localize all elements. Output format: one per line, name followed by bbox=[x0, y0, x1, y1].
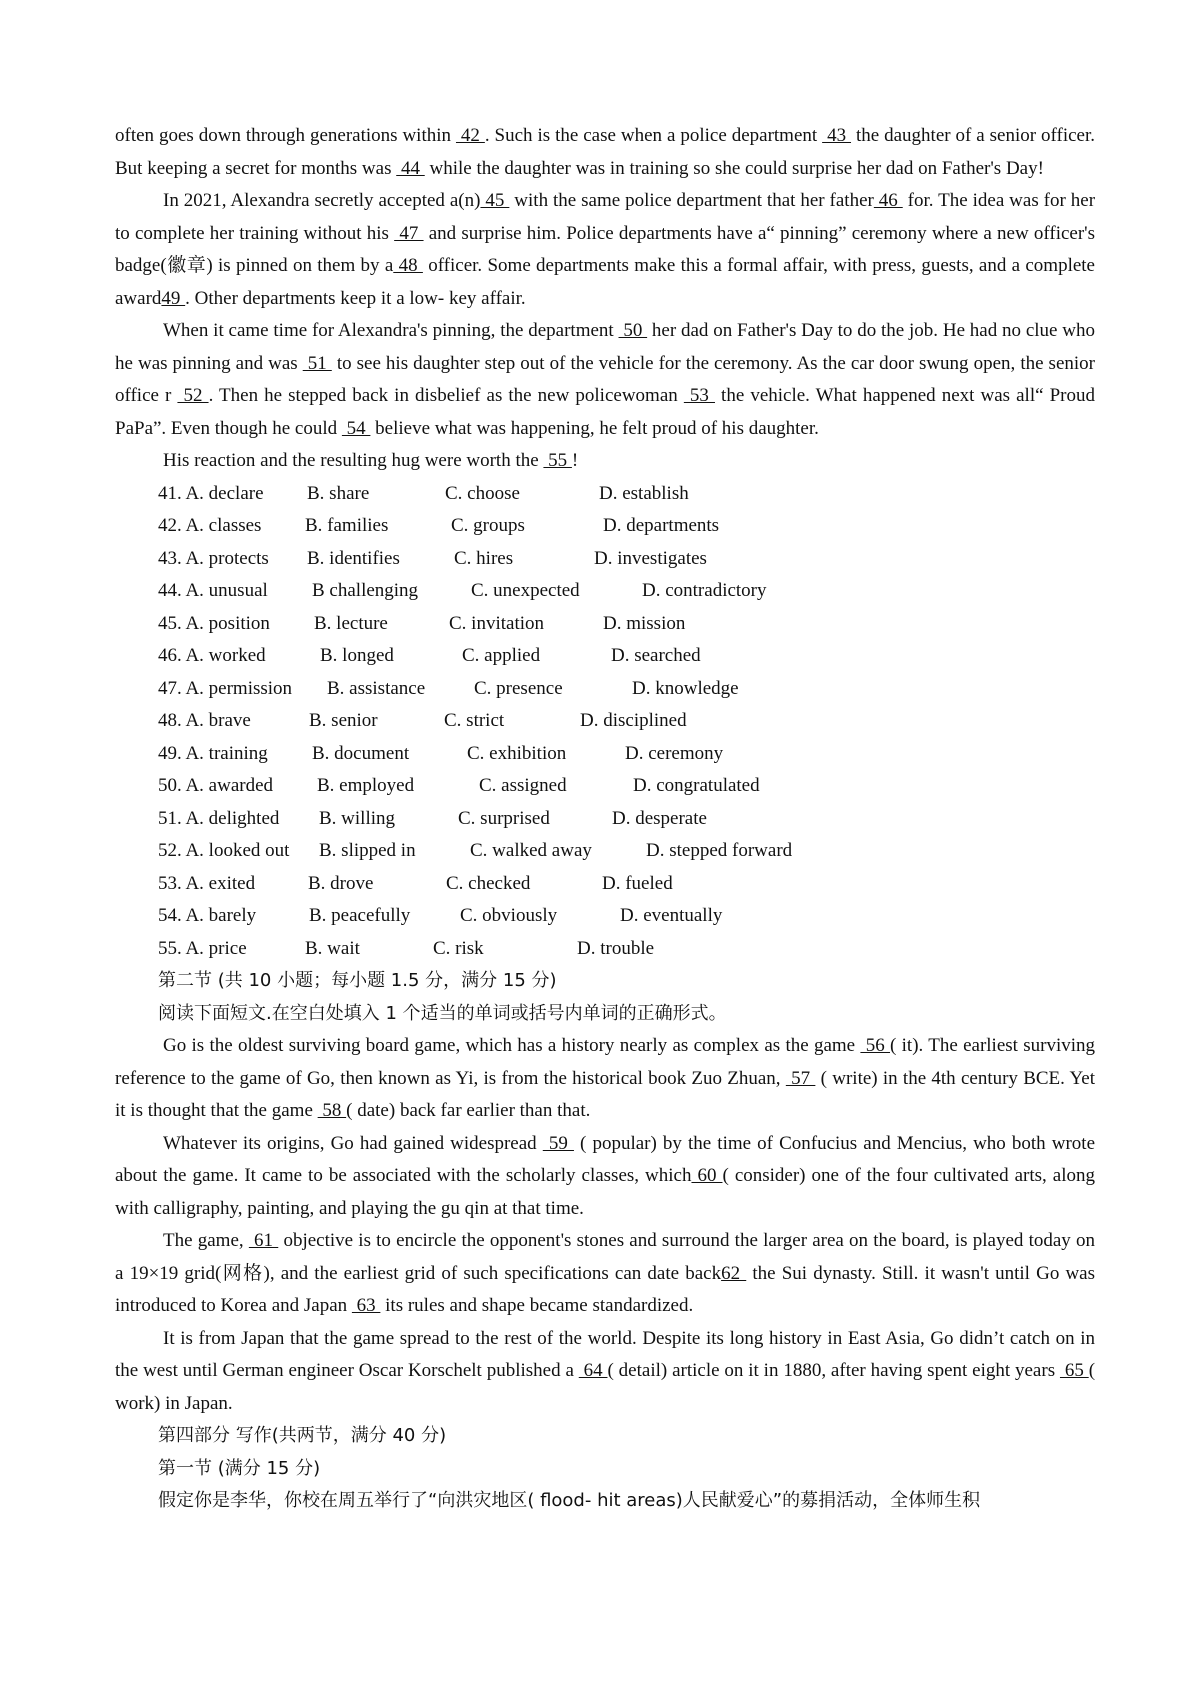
option-a: 44. A. unusual bbox=[158, 580, 268, 601]
passage2-paragraph-3 bbox=[115, 1225, 1095, 1323]
option-c: C. presence bbox=[474, 677, 563, 699]
option-b: B. wait bbox=[305, 937, 360, 959]
option-d: D. fueled bbox=[602, 872, 673, 894]
text: When it came time for Alexandra's pinning, the department bbox=[163, 320, 619, 341]
blank-65: 65 bbox=[1059, 1360, 1089, 1381]
passage1-paragraph-4 bbox=[115, 445, 1095, 478]
option-c: C. choose bbox=[445, 482, 520, 504]
passage2-paragraph-2 bbox=[115, 1128, 1095, 1226]
option-a: 48. A. brave bbox=[158, 710, 251, 731]
blank-59: 59 bbox=[542, 1132, 574, 1154]
option-c: C. invitation bbox=[449, 612, 544, 634]
blank-60: 60 bbox=[691, 1165, 723, 1186]
text: her dad on Father's Day to do the job. He had no clue who he was pinning and was bbox=[115, 320, 1096, 374]
blank-61: 61 bbox=[248, 1230, 279, 1251]
blank-52: 52 bbox=[177, 385, 209, 406]
blank-53: 53 bbox=[683, 385, 715, 406]
option-a: 47. A. permission bbox=[158, 677, 293, 699]
blank-47: 47 bbox=[394, 222, 424, 244]
option-d: D. ceremony bbox=[625, 742, 724, 764]
option-b: B. longed bbox=[320, 645, 394, 666]
option-c: C. hires bbox=[454, 547, 514, 569]
option-c: C. unexpected bbox=[471, 580, 580, 601]
writing-prompt: 假定你是李华，你校在周五举行了“向洪灾地区( flood- hit areas)人民献爱心”的募捐活动，全体师生积 bbox=[158, 1490, 981, 1511]
section2-heading: 第二节 (共 10 小题；每小题 1.5 分，满分 15 分) bbox=[158, 970, 557, 991]
blank-55: 55 bbox=[543, 450, 572, 471]
exam-page bbox=[115, 120, 1095, 1518]
passage1-paragraph-3 bbox=[115, 315, 1095, 445]
text: for. The idea was for her to complete her training without his bbox=[115, 190, 1096, 244]
text: ( date) back far earlier than that. bbox=[346, 1100, 591, 1121]
option-d: D. disciplined bbox=[580, 710, 687, 731]
text: ( consider) one of the four cultivated arts, along with calligraphy, painting, and playing the gu qin at that time. bbox=[115, 1165, 1095, 1219]
blank-57: 57 bbox=[785, 1067, 816, 1089]
option-b: B. assistance bbox=[327, 677, 426, 699]
option-d: D. knowledge bbox=[632, 677, 739, 699]
option-a: 42. A. classes bbox=[158, 515, 262, 536]
option-row bbox=[115, 510, 1095, 543]
option-row bbox=[115, 575, 1095, 608]
passage1-paragraph-1 bbox=[115, 120, 1095, 185]
option-d: D. stepped forward bbox=[646, 840, 793, 861]
text: with the same police department that her father bbox=[509, 190, 874, 211]
option-d: D. investigates bbox=[594, 547, 707, 569]
text: Whatever its origins, Go had gained widespread bbox=[163, 1132, 543, 1154]
text: In 2021, Alexandra secretly accepted a(n) bbox=[163, 190, 481, 211]
option-a: 55. A. price bbox=[158, 937, 247, 959]
text: believe what was happening, he felt proud of his daughter. bbox=[370, 417, 819, 439]
part4-heading: 第四部分 写作(共两节，满分 40 分) bbox=[158, 1425, 447, 1446]
option-d: D. eventually bbox=[620, 905, 723, 926]
text: The game, bbox=[163, 1230, 249, 1251]
option-c: C. checked bbox=[446, 872, 531, 894]
option-a: 49. A. training bbox=[158, 742, 268, 764]
option-d: D. mission bbox=[603, 612, 686, 634]
option-row bbox=[115, 803, 1095, 836]
text: its rules and shape became standardized. bbox=[380, 1295, 694, 1316]
blank-48: 48 bbox=[393, 255, 423, 276]
option-b: B. identifies bbox=[307, 547, 400, 569]
text: and surprise him. Police departments have a“ pinning” ceremony where a new officer's badge(徽章) is pinned on them by a bbox=[115, 222, 1095, 276]
text: the vehicle. What happened next was all“ Proud PaPa”. Even though he could bbox=[115, 385, 1096, 439]
option-d: D. desperate bbox=[612, 807, 707, 829]
option-c: C. assigned bbox=[479, 775, 567, 796]
text: Go is the oldest surviving board game, which has a history nearly as complex as the game bbox=[163, 1035, 861, 1056]
blank-63: 63 bbox=[351, 1295, 381, 1316]
option-b: B challenging bbox=[312, 580, 419, 601]
option-b: B. families bbox=[305, 515, 389, 536]
passage1-paragraph-2 bbox=[115, 185, 1095, 315]
option-c: C. surprised bbox=[458, 807, 550, 829]
blank-62: 62 bbox=[721, 1262, 747, 1284]
option-a: 52. A. looked out bbox=[158, 840, 290, 861]
option-row bbox=[115, 770, 1095, 803]
option-row bbox=[115, 900, 1095, 933]
blank-64: 64 bbox=[578, 1360, 608, 1381]
text: objective is to encircle the opponent's stones and surround the larger area on the board, is played today on a 19×19 grid(网格), and the earliest grid of such specifications can date back bbox=[115, 1230, 1096, 1284]
option-row bbox=[115, 933, 1095, 966]
option-row bbox=[115, 543, 1095, 576]
text: . Then he stepped back in disbelief as the new policewoman bbox=[208, 385, 684, 406]
option-a: 41. A. declare bbox=[158, 482, 264, 504]
option-c: C. walked away bbox=[470, 840, 592, 861]
option-b: B. willing bbox=[319, 807, 396, 829]
option-row bbox=[115, 608, 1095, 641]
option-a: 46. A. worked bbox=[158, 645, 266, 666]
option-d: D. contradictory bbox=[642, 580, 767, 601]
option-row bbox=[115, 868, 1095, 901]
text: the daughter of a senior officer. But keeping a secret for months was bbox=[115, 125, 1096, 179]
option-c: C. exhibition bbox=[467, 742, 567, 764]
option-a: 53. A. exited bbox=[158, 872, 256, 894]
blank-46: 46 bbox=[873, 190, 903, 211]
option-b: B. employed bbox=[317, 775, 415, 796]
text: ( popular) by the time of Confucius and Mencius, who both wrote about the game. It came to be associated with the scholarly classes, which bbox=[115, 1132, 1096, 1186]
option-a: 51. A. delighted bbox=[158, 807, 280, 829]
blank-54: 54 bbox=[341, 417, 371, 439]
option-row bbox=[115, 640, 1095, 673]
option-row bbox=[115, 673, 1095, 706]
text: ( write) in the 4th century BCE. Yet it is thought that the game bbox=[115, 1067, 1095, 1121]
text: officer. Some departments make this a formal affair, with press, guests, and a complete award bbox=[115, 255, 1095, 309]
option-b: B. senior bbox=[309, 710, 378, 731]
option-row bbox=[115, 705, 1095, 738]
option-row bbox=[115, 478, 1095, 511]
option-b: B. share bbox=[307, 482, 370, 504]
option-c: C. risk bbox=[433, 937, 484, 959]
option-b: B. drove bbox=[308, 872, 374, 894]
option-b: B. slipped in bbox=[319, 840, 416, 861]
blank-51: 51 bbox=[302, 352, 332, 374]
option-a: 45. A. position bbox=[158, 612, 270, 634]
answer-options bbox=[115, 478, 1095, 966]
passage2-paragraph-4 bbox=[115, 1323, 1095, 1421]
text: His reaction and the resulting hug were worth the bbox=[163, 450, 544, 471]
option-d: D. congratulated bbox=[633, 775, 760, 796]
text: ! bbox=[571, 450, 579, 471]
blank-44: 44 bbox=[396, 157, 425, 179]
text: It is from Japan that the game spread to the rest of the world. Despite its long history in East Asia, Go didn’t catch on in the west until German engineer Oscar Korschelt published a bbox=[115, 1327, 1095, 1381]
text: ( it). The earliest surviving reference to the game of Go, then known as Yi, is from the historical book Zuo Zhuan, bbox=[115, 1035, 1096, 1089]
text: . Such is the case when a police department bbox=[484, 125, 823, 146]
text: ( work) in Japan. bbox=[115, 1360, 1096, 1414]
option-d: D. trouble bbox=[577, 937, 655, 959]
option-c: C. applied bbox=[462, 645, 541, 666]
blank-49: 49 bbox=[161, 287, 186, 309]
text: the Sui dynasty. Still. it wasn't until Go was introduced to Korea and Japan bbox=[115, 1262, 1096, 1316]
option-d: D. establish bbox=[599, 482, 689, 504]
blank-43: 43 bbox=[822, 125, 852, 146]
option-a: 50. A. awarded bbox=[158, 775, 274, 796]
option-d: D. searched bbox=[611, 645, 701, 666]
section2-instruction: 阅读下面短文.在空白处填入 1 个适当的单词或括号内单词的正确形式。 bbox=[158, 1002, 727, 1024]
blank-45: 45 bbox=[480, 190, 510, 211]
blank-58: 58 bbox=[317, 1100, 347, 1121]
text: . Other departments keep it a low- key affair. bbox=[185, 287, 526, 309]
text: often goes down through generations within bbox=[115, 125, 456, 146]
option-b: B. lecture bbox=[314, 612, 388, 634]
option-a: 43. A. protects bbox=[158, 547, 269, 569]
blank-42: 42 bbox=[455, 125, 485, 146]
option-b: B. peacefully bbox=[309, 905, 411, 926]
option-b: B. document bbox=[312, 742, 410, 764]
passage2-paragraph-1 bbox=[115, 1030, 1095, 1128]
text: while the daughter was in training so she could surprise her dad on Father's Day! bbox=[424, 157, 1044, 179]
part4-subheading: 第一节 (满分 15 分) bbox=[158, 1457, 321, 1479]
option-row bbox=[115, 835, 1095, 868]
option-a: 54. A. barely bbox=[158, 905, 257, 926]
blank-50: 50 bbox=[618, 320, 648, 341]
text: to see his daughter step out of the vehicle for the ceremony. As the car door swung open, the senior office r bbox=[115, 352, 1095, 406]
option-c: C. groups bbox=[451, 515, 525, 536]
option-c: C. obviously bbox=[460, 905, 558, 926]
option-d: D. departments bbox=[603, 515, 720, 536]
option-c: C. strict bbox=[444, 710, 505, 731]
option-row bbox=[115, 738, 1095, 771]
text: ( detail) article on it in 1880, after having spent eight years bbox=[607, 1360, 1060, 1381]
blank-56: 56 bbox=[860, 1035, 891, 1056]
